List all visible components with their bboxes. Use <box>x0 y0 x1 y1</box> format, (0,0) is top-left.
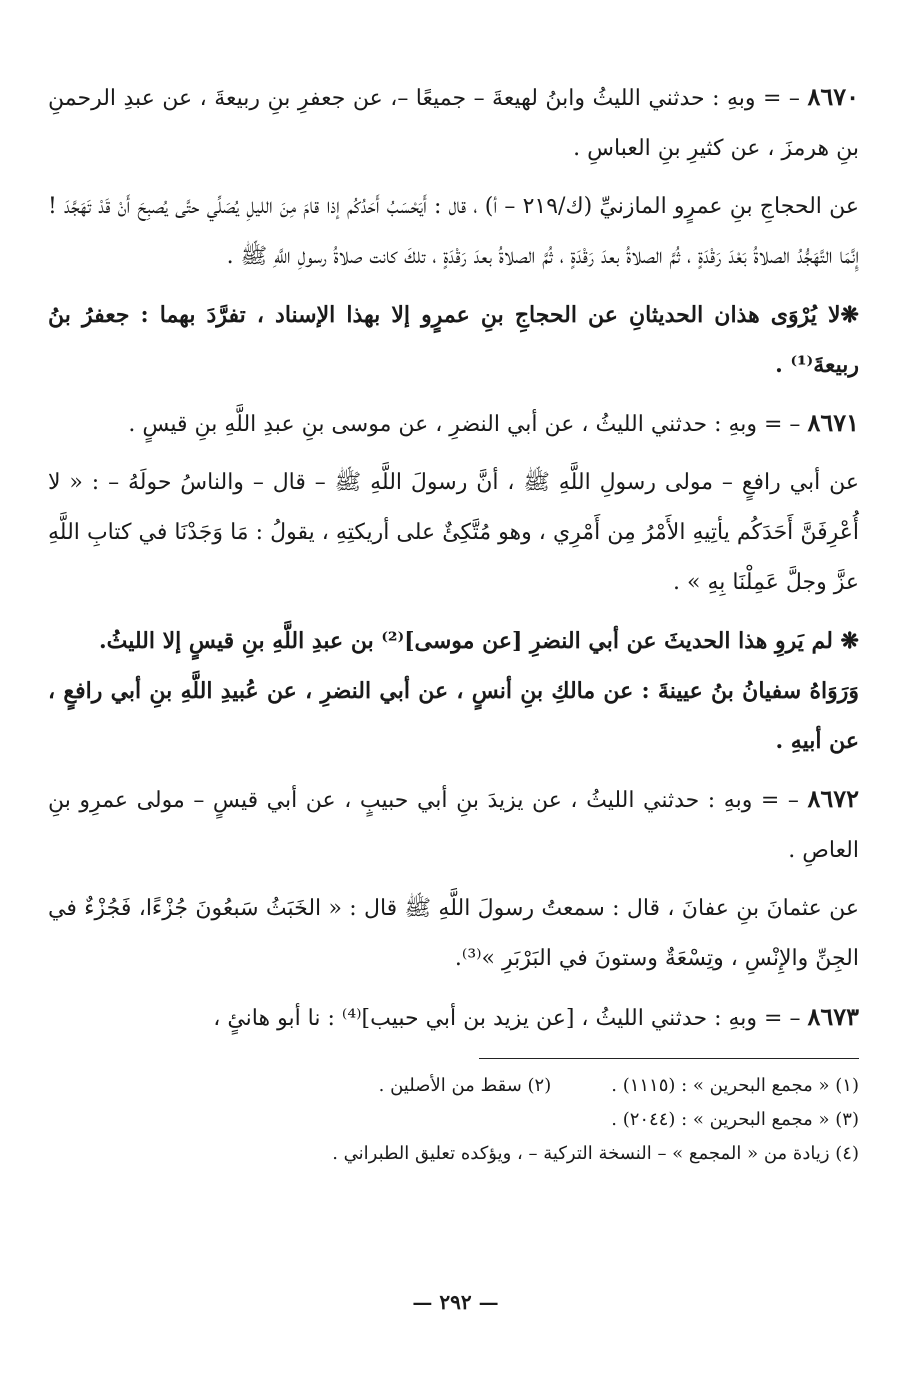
hadith-number: ٨٦٧٢ <box>807 784 859 813</box>
hadith-8670-chain <box>48 72 859 174</box>
hadith-8671-chain <box>48 398 859 450</box>
hadith-8671-note-1: ❋ لم يَروِ هذا الحديثَ عن أبي النضرِ [عن موسى]⁽²⁾ بن عبدِ اللَّهِ بنِ قيسٍ إلا الليثُ. <box>98 628 859 654</box>
hadith-number: ٨٦٧٣ <box>807 1002 859 1031</box>
hadith-8671-note-2: وَرَوَاهُ سفيانُ بنُ عيينةَ : عن مالكِ بنِ أنسٍ ، عن أبي النضرِ ، عن عُبيدِ اللَّهِ بنِ أبي رافعٍ ، عن أبيهِ . <box>48 678 859 754</box>
isnad-text: – = وبهِ : حدثني الليثُ ، [عن يزيد بن أبي حبيب]⁽⁴⁾ : نا أبو هانئٍ ، <box>213 1006 801 1031</box>
isnad-text: – = وبهِ : حدثني الليثُ ، عن أبي النضرِ ، عن موسى بنِ عبدِ اللَّهِ بنِ قيسٍ . <box>128 412 801 437</box>
isnad-text: – = وبهِ : حدثني الليثُ وابنُ لهيعةَ – جميعًا –، عن جعفرِ بنِ ربيعةَ ، عن عبدِ الرحمنِ بنِ هرمزَ ، عن كثيرِ بنِ العباسِ . <box>48 86 859 161</box>
footnote-row <box>48 1137 859 1171</box>
hadith-number: ٨٦٧٠ <box>807 82 859 111</box>
footnote-divider <box>479 1058 859 1059</box>
footnote-4: (٤) زيادة من « المجمع » – النسخة التركية – ، ويؤكده تعليق الطبراني . <box>332 1143 859 1164</box>
footnote-3: (٣) « مجمع البحرين » : (٢٠٤٤) . <box>611 1109 859 1130</box>
hadith-8673-chain <box>48 992 859 1044</box>
hadith-8670-note: ❋لا يُرْوَى هذان الحديثانِ عن الحجاجِ بنِ عمرٍو إلا بهذا الإسناد ، تفرَّدَ بهما : جعفرُ بنُ ربيعةَ⁽¹⁾ . <box>48 302 859 378</box>
hadith-8670-text: عن الحجاجِ بنِ عمرٍو المازنيِّ (ك/٢١٩ – أ) ، قال : أَيَحْسَبُ أَحَدُكُم إذا قامَ مِنَ الليلِ يُصَلِّي حتَّى يُصبِحَ أَنْ قَدْ تَهَجَّدَ ! إِنَّمَا التَّهَجُّدُ الصلاةُ بَعْدَ رَقْدَةٍ ، ثُمَّ الصلاةُ بعدَ رَقْدَةٍ ، ثُمَّ الصلاةُ بعدَ رَقْدَةٍ ، تلكَ كانت صلاةُ رسولِ اللَّهِ ﷺ . <box>48 194 860 269</box>
hadith-number: ٨٦٧١ <box>807 408 859 437</box>
footnote-2: (٢) سقط من الأصلين . <box>378 1075 552 1096</box>
page-number: — ٢٩٢ — <box>412 1290 499 1314</box>
hadith-8672-chain <box>48 774 859 876</box>
hadith-8671-text: عن أبي رافعٍ – مولى رسولِ اللَّهِ ﷺ ، أنَّ رسولَ اللَّهِ ﷺ – قال – والناسُ حولَهُ – : « لا أُعْرِفَنَّ أَحَدَكُم يأتِيهِ الأَمْرُ مِن أَمْرِي ، وهو مُتَّكِئٌ على أريكتِهِ ، يقولُ : مَا وَجَدْنَا في كتابِ اللَّهِ عزَّ وجلَّ عَمِلْنَا بِهِ » . <box>48 470 859 595</box>
hadith-8672-text: عن عثمانَ بنِ عفانَ ، قال : سمعتُ رسولَ اللَّهِ ﷺ قال : « الخَبَثُ سَبعُونَ جُزْءًا، فَجُزْءٌ في الجِنِّ والإِنْسِ ، وتِسْعَةٌ وستونَ في البَرْبَرِ »⁽³⁾. <box>48 896 859 971</box>
footnote-row <box>48 1103 859 1137</box>
footnote-row <box>48 1069 859 1103</box>
footnote-1: (١) « مجمع البحرين » : (١١١٥) . <box>611 1075 859 1096</box>
isnad-text: – = وبهِ : حدثني الليثُ ، عن يزيدَ بنِ أبي حبيبٍ ، عن أبي قيسٍ – مولى عمرِو بنِ العاصِ . <box>48 788 859 863</box>
